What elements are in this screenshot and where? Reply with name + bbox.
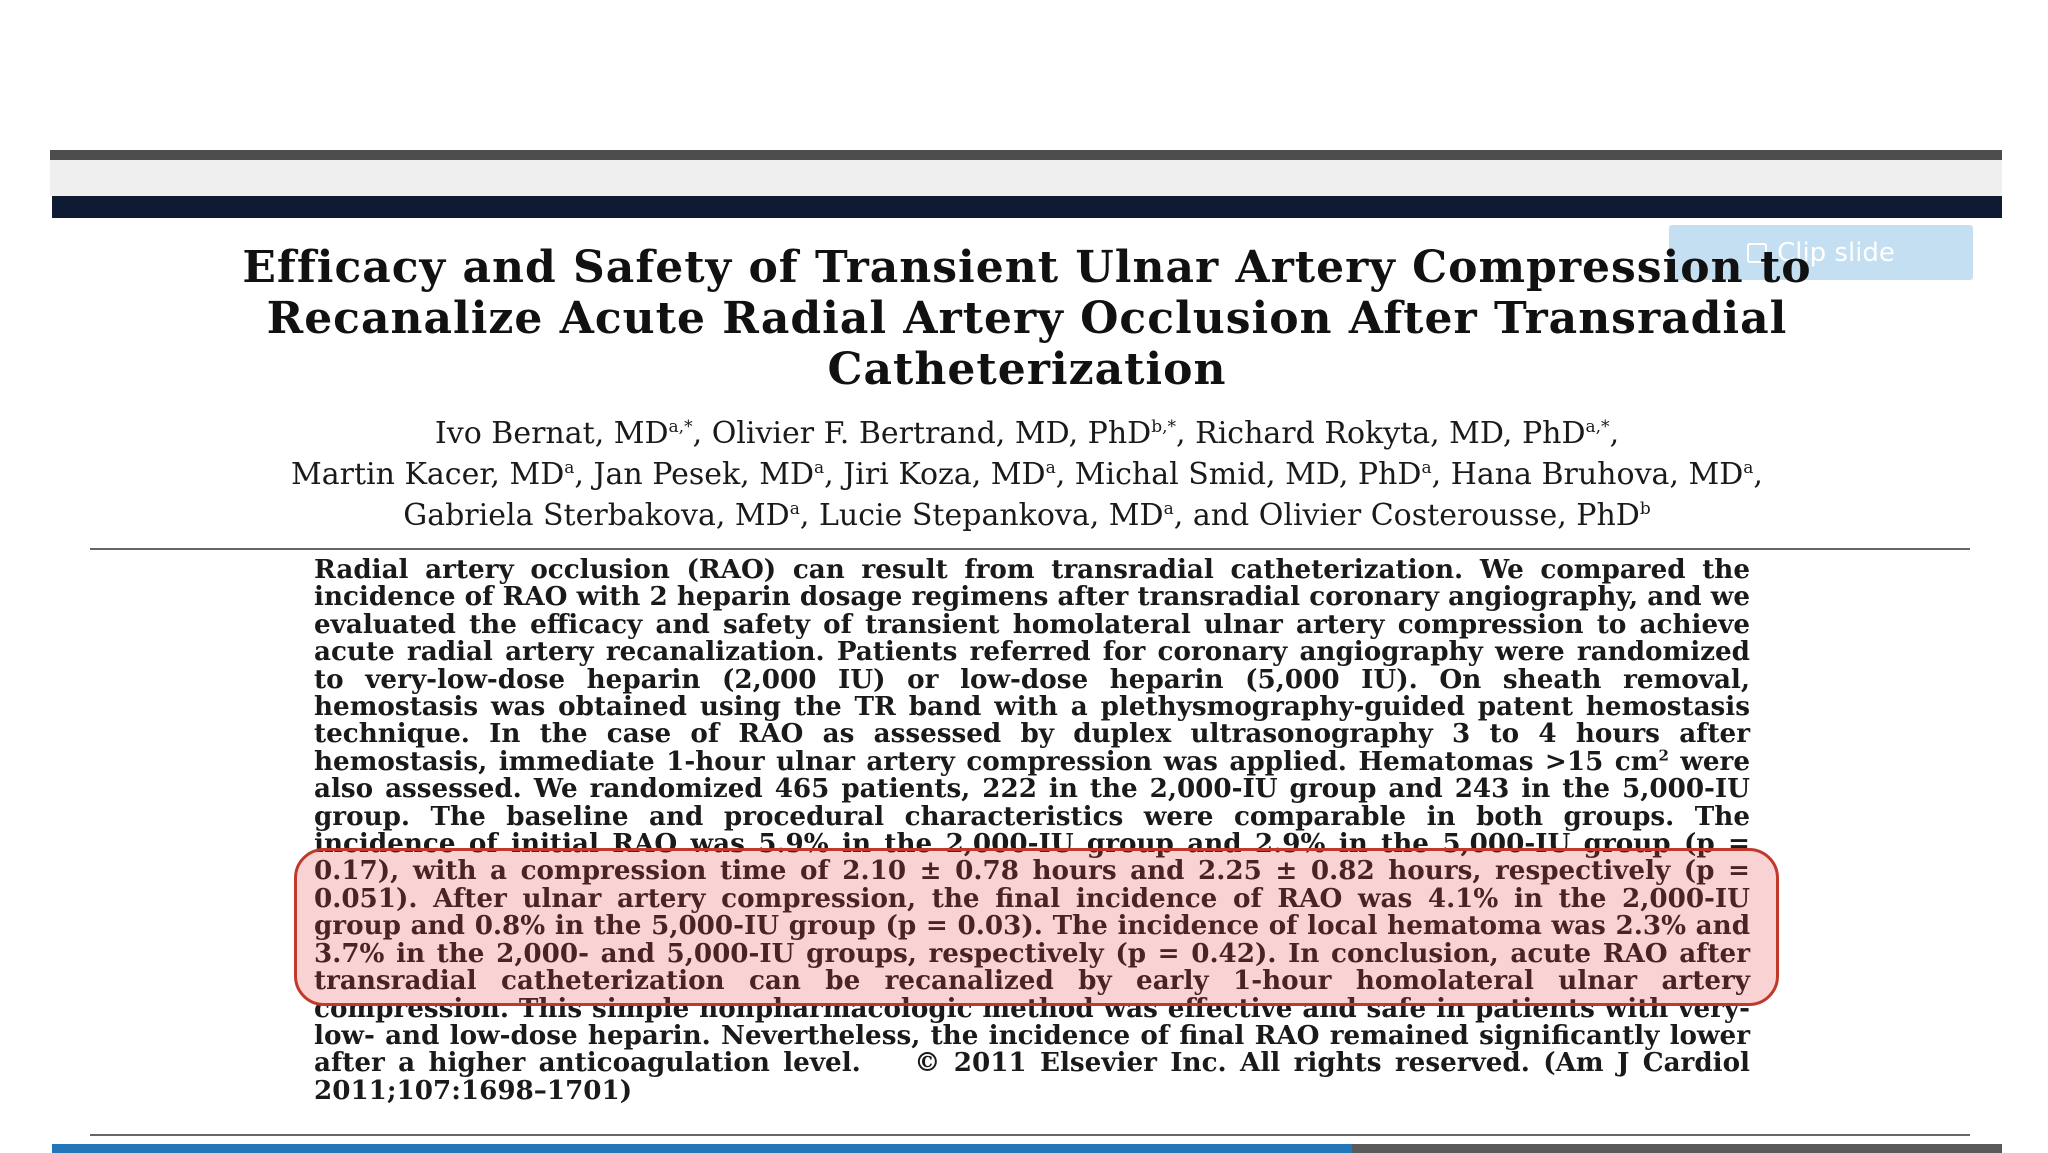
- author-name: Lucie Stepankova, MD: [818, 498, 1164, 533]
- journal-citation: (Am J Cardiol 2011;107:1698–1701): [314, 1047, 1751, 1106]
- author-affiliation-marker: a: [1045, 458, 1056, 478]
- author-affiliation-marker: a,*: [1585, 417, 1610, 437]
- header-divider: [90, 548, 1970, 550]
- author-affiliation-marker: a: [789, 499, 800, 519]
- paper-title: Efficacy and Safety of Transient Ulnar Artery Compression to Recanalize Acute Radial Artery Occlusion After Transradial Catheterization: [242, 242, 1812, 395]
- author-affiliation-marker: a: [564, 458, 575, 478]
- author-name: Michal Smid, MD, PhD: [1074, 457, 1422, 492]
- abstract-part-2: were also assessed. We randomized 465 patients, 222 in the 2,000-IU group and 243 in the 5,000-IU group. The baseline and procedural characteristics were comparable in both groups. The incidence of initial RAO was 5.9% in the 2,000-IU group and 2.9% in the 5,000-IU group (p = 0.17), with a compression time of 2.10 ± 0.78 hours and 2.25 ± 0.82 hours, respectively (p = 0.051). After ulnar artery compression, the final incidence of RAO was 4.1% in the 2,000-IU group and 0.8% in the 5,000-IU group (p = 0.03). The incidence of local hematoma was 2.3% and 3.7% in the 2,000- and 5,000-IU groups, respectively (p = 0.42). In conclusion, acute RAO after transradial catheterization can be recanalized by early 1-hour homolateral ulnar artery compression. This simple nonpharmacologic method was effective and safe in patients with very-low- and low-dose heparin. Nevertheless, the incidence of final RAO remained significantly lower after a higher anticoagulation level.: [314, 745, 1751, 1079]
- abstract-superscript: 2: [1658, 746, 1669, 765]
- abstract-text: [314, 556, 1750, 1104]
- clip-slide-label: Clip slide: [1777, 237, 1895, 268]
- author-affiliation-marker: a,*: [668, 417, 693, 437]
- abstract-bottom-divider: [90, 1134, 1970, 1136]
- author-affiliation-marker: a: [1421, 458, 1432, 478]
- author-name: Martin Kacer, MD: [291, 457, 565, 492]
- journal-header-bar: [52, 196, 2002, 218]
- author-affiliation-marker: a: [1163, 499, 1174, 519]
- author-name: Olivier F. Bertrand, MD, PhD: [711, 416, 1152, 451]
- author-affiliation-marker: b,*: [1151, 417, 1177, 437]
- author-name: Jan Pesek, MD: [593, 457, 815, 492]
- slide-header-band: [50, 160, 2002, 196]
- author-name: Olivier Costerousse, PhD: [1258, 498, 1640, 533]
- author-name: Ivo Bernat, MD: [434, 416, 669, 451]
- author-affiliation-marker: b: [1639, 499, 1651, 519]
- author-name: Hana Bruhova, MD: [1450, 457, 1744, 492]
- paper-page: [52, 218, 2002, 1153]
- copyright-notice: © 2011 Elsevier Inc. All rights reserved.: [914, 1047, 1530, 1079]
- author-affiliation-marker: a: [1743, 458, 1754, 478]
- abstract-part-1: Radial artery occlusion (RAO) can result from transradial catheterization. We compared the incidence of RAO with 2 heparin dosage regimens after transradial coronary angiography, and we evaluated the efficacy and safety of transient homolateral ulnar artery compression to achieve acute radial artery recanalization. Patients referred for coronary angiography were randomized to very-low-dose heparin (2,000 IU) or low-dose heparin (5,000 IU). On sheath removal, hemostasis was obtained using the TR band with a plethysmography-guided patent hemostasis technique. In the case of RAO as assessed by duplex ultrasonography 3 to 4 hours after hemostasis, immediate 1-hour ulnar artery compression was applied. Hematomas >15 cm: [314, 554, 1750, 777]
- author-name: Jiri Koza, MD: [843, 457, 1046, 492]
- author-name: Gabriela Sterbakova, MD: [403, 498, 790, 533]
- author-list: Ivo Bernat, $MD^{a,*}$, Olivier F. Bertrand, MD, PhD$^{b,*}$, Richard Rokyta, MD, PhD$^{a,*}$, Martin Kacer, $MD^a$, Jan Pesek, $MD^a$, Jiri Koza, $MD^a$, Michal Smid, MD, PhD$^a$, Hana Bruhova, $MD^a$, Gabriela Sterbakova, $MD^a$, Lucie Stepankova, $MD^a$, and Olivier Costerousse, PhD$^b$: [291, 416, 1763, 533]
- slide-frame: [50, 150, 2002, 1153]
- author-name: Richard Rokyta, MD, PhD: [1195, 416, 1586, 451]
- slide-top-rule: [50, 150, 2002, 160]
- author-affiliation-marker: a: [814, 458, 825, 478]
